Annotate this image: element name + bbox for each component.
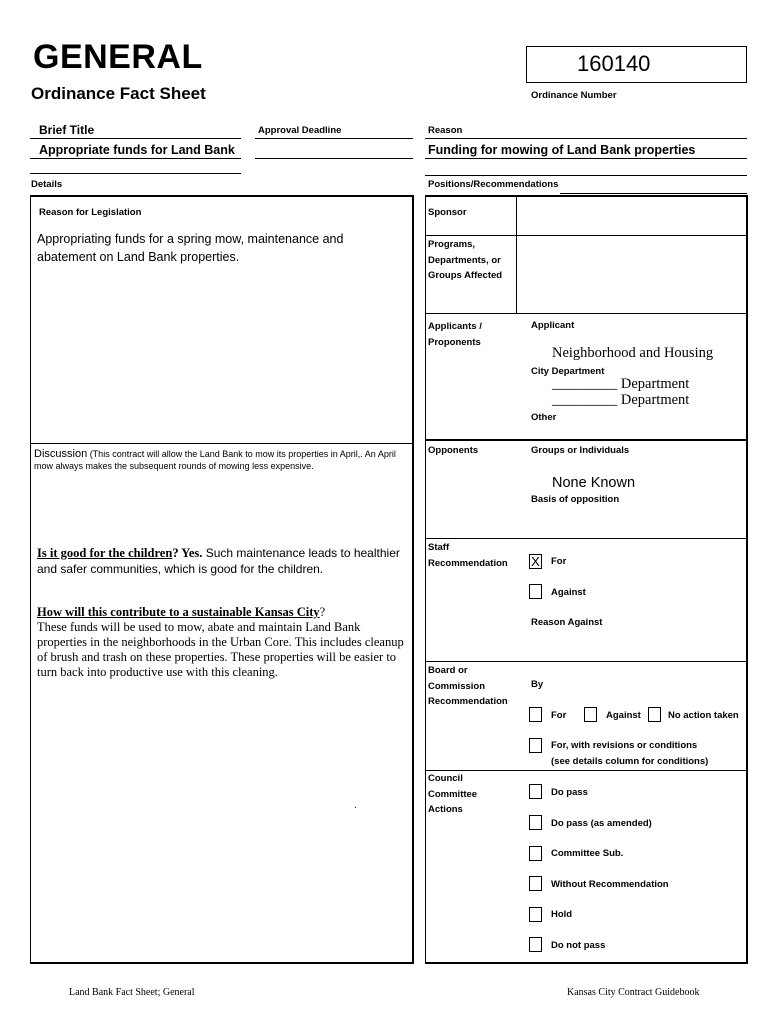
opponents-label: Opponents [428,445,479,456]
sponsor-label: Sponsor [428,207,467,218]
staff-against-label: Against [551,587,586,598]
footer-left: Land Bank Fact Sheet; General [69,987,195,998]
board-revisions-note: (see details column for conditions) [551,756,709,767]
applicant-value: Neighborhood and Housing [552,345,714,361]
board-no-action-checkbox[interactable] [648,707,661,722]
council-do-not-pass-checkbox[interactable] [529,937,542,952]
ordinance-number: 160140 [577,51,651,76]
council-hold-checkbox[interactable] [529,907,542,922]
discussion-label: Discussion [34,448,88,460]
applicant-label: Applicant [531,320,575,331]
board-against-checkbox[interactable] [584,707,597,722]
applicants-label: Applicants / Proponents [428,321,482,348]
staff-for-label: For [551,556,567,567]
board-for-checkbox[interactable] [529,707,542,722]
staff-against-checkbox[interactable] [529,584,542,599]
council-option-label: Committee Sub. [551,848,624,859]
council-label: Council Committee Actions [428,773,478,815]
page-title: GENERAL [33,38,203,76]
basis-label: Basis of opposition [531,494,620,505]
approval-deadline-label: Approval Deadline [258,125,342,136]
staff-label: Staff Recommendation [428,542,508,569]
council-do-pass-checkbox[interactable] [529,784,542,799]
reason-for-legislation-text: Appropriating funds for a spring mow, maintenance and abatement on Land Bank properties. [37,232,344,264]
footer-right: Kansas City Contract Guidebook [567,987,700,998]
groups-label: Groups or Individuals [531,445,630,456]
discussion [34,448,410,472]
details-label: Details [31,179,63,190]
details-panel [30,195,414,964]
council-option-label: Do pass [551,787,588,798]
council-committee-sub-checkbox[interactable] [529,846,542,861]
reason-against-label: Reason Against [531,617,603,628]
discussion-text: (This contract will allow the Land Bank to mow its properties in April,. An April mow always makes the subsequent rounds of mowing less expensive. [34,449,396,471]
children-question-underlined: Is it good for the children [37,546,173,560]
ordinance-number-box [526,46,747,83]
department-line-1: _________ Department [552,376,690,392]
sustainability-section [37,605,409,680]
reason-value: Funding for mowing of Land Bank properties [428,143,696,157]
other-label: Other [531,412,557,423]
sustainability-answer: These funds will be used to mow, abate and maintain Land Bank properties in the neighborhoods in the Urban Core. This includes cleanup of brush and trash on these properties. These properties will be easier to turn back into productive use with this cleaning. [37,620,404,679]
council-option-label: Hold [551,909,573,920]
brief-title-value: Appropriate funds for Land Bank [39,143,235,157]
reason-for-legislation-label: Reason for Legislation [39,207,142,218]
council-option-label: Do pass (as amended) [551,818,652,829]
board-label: Board or Commission Recommendation [428,665,508,707]
council-do-pass-amended-checkbox[interactable] [529,815,542,830]
board-revisions-label: For, with revisions or conditions [551,740,698,751]
positions-label: Positions/Recommendations [428,179,559,190]
department-line-2: _________ Department [552,392,690,408]
council-option-label: Without Recommendation [551,879,669,890]
board-revisions-checkbox[interactable] [529,738,542,753]
brief-title-label: Brief Title [39,123,95,137]
board-by-label: By [531,679,544,690]
board-for-label: For [551,710,567,721]
council-option-label: Do not pass [551,940,606,951]
children-question [37,545,407,577]
ordinance-number-label: Ordinance Number [531,90,617,101]
board-no-action-label: No action taken [668,710,739,721]
page-subtitle: Ordinance Fact Sheet [31,84,206,103]
council-without-recommendation-checkbox[interactable] [529,876,542,891]
children-answer: Such maintenance leads to healthier and safer communities, which is good for the children. [37,546,400,576]
sustainability-question-underlined: How will this contribute to a sustainable Kansas City [37,605,320,619]
opponents-value: None Known [552,475,636,491]
staff-for-checkbox[interactable]: X [529,554,542,569]
sustainability-question-rest: ? [319,605,326,619]
children-question-rest: ? Yes. [172,546,203,560]
programs-label: Programs, Departments, or Groups Affected [428,239,503,281]
reason-label: Reason [428,125,463,136]
board-against-label: Against [606,710,641,721]
city-department-label: City Department [531,366,605,377]
stray-dot: . [354,800,357,811]
